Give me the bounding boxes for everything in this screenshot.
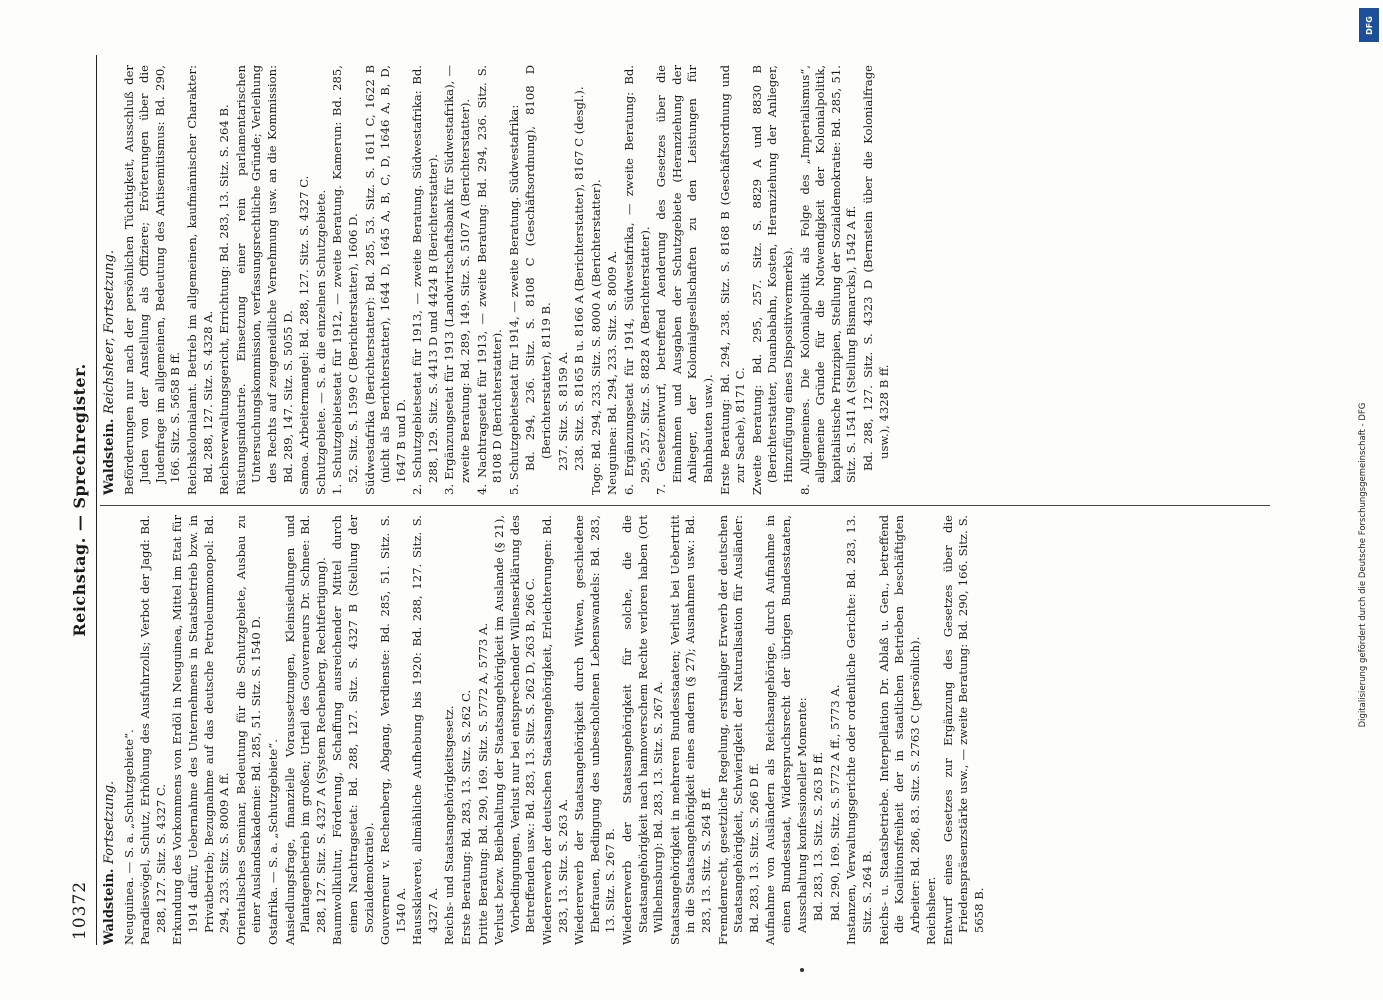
index-entry: 237. Sitz. S. 8159 A. (555, 351, 570, 471)
index-entry: 1. Schutzgebietsetat für 1912, — zweite Beratung. Kamerun: Bd. 285, 52. Sitz. S. 1599 C (Berichterstatter), 1606 D. (330, 65, 360, 495)
heading-name: Waldstein. (102, 868, 117, 945)
index-entry: Bd. 294, 236. Sitz. S. 8108 C (Geschäftsordnung), 8108 D (Berichterstatter), 8119 B. (523, 65, 554, 471)
index-entry: 5. Schutzgebietsetat für 1914, — zweite Beratung. Südwestafrika: (506, 104, 521, 495)
page-number: 10372 (70, 880, 90, 940)
index-entry: Reichsheer. (924, 876, 939, 945)
index-entry: Erste Beratung: Bd. 283, 13. Sitz. S. 262 C. (459, 689, 474, 945)
right-entry-list (122, 65, 893, 495)
index-entry: Neuguinea: Bd. 294, 233. Sitz. S. 8009 A. (605, 250, 620, 495)
index-entry: Reichs- und Staatsangehörigkeitsgesetz. (442, 705, 457, 945)
index-entry: Staatsangehörigkeit in mehreren Bundesstaaten; Verlust bei Uebertritt in die Staatsangehörigkeit eines andern (§ 27); Ausnahmen usw.: Bd. 283, 13. Sitz. S. 264 B ff. (667, 515, 713, 945)
index-entry: Verlust bezw. Beibehaltung der Staatsangehörigkeit im Auslande (§ 21), Vorbedingungen, Verlust nur bei entsprechender Willenserklärung des Betreffenden usw.: Bd. 283, 13. Sitz. S. 262 D, 263 B, 266 C. (492, 515, 538, 945)
column-divider (100, 505, 1270, 506)
index-entry: Wiedererwerb der Staatsangehörigkeit für solche, die die Staatsangehörigkeit nach hannoverschem Rechte verloren haben (Ort Wilhelmsburg): Bd. 283, 13. Sitz. S. 267 A. (620, 515, 666, 945)
index-entry: Fremdenrecht, gesetzliche Regelung, erstmaliger Erwerb der deutschen Staatsangehörigkeit, Schwierigkeit der Naturalisation für Ausländer: Bd. 283, 13. Sitz. S. 266 D ff. (715, 515, 761, 945)
index-entry: Südwestafrika (Berichterstatter): Bd. 285, 53. Sitz. S. 1611 C, 1622 B (nicht als Berichterstatter), 1644 D, 1645 A, B, C, D, 1646 A, B, D, 1647 B und D. (362, 65, 408, 495)
index-entry: Instanzen, Verwaltungsgerichte oder ordentliche Gerichte: Bd. 283, 13. Sitz. S. 264 B. (844, 515, 874, 945)
index-entry: Orientalisches Seminar, Bedeutung für die Schutzgebiete, Ausbau zu einer Auslandsakademie: Bd. 285, 51. Sitz. S. 1540 D. (233, 515, 264, 945)
index-entry: Paradiesvögel, Schutz, Erhöhung des Ausfuhrzolls; Verbot der Jagd: Bd. 288, 127. Sitz. S. 4327 C. (138, 515, 168, 945)
digitization-credit: Digitalisierung gefördert durch die Deutsche Forschungsgemeinschaft - DFG (1358, 402, 1368, 728)
index-entry: Schutzgebiete. — S. a. die einzelnen Schutzgebiete. (313, 189, 328, 495)
index-entry: Reichskolonialamt. Betrieb im allgemeinen, kaufmännischer Charakter: Bd. 288, 127. Sitz. S. 4328 A. (184, 65, 215, 495)
index-entry: Dritte Beratung: Bd. 290, 169. Sitz. S. 5772 A, 5773 A. (475, 622, 490, 945)
index-entry: 238. Sitz. S. 8165 B u. 8166 A (Berichterstatter), 8167 C (desgl.). (572, 86, 587, 471)
index-entry: Bd. 288, 127. Sitz. S. 4323 D (Bernstein über die Kolonialfrage usw.), 4328 B ff. (860, 65, 891, 471)
index-entry: Wiedererwerb der Staatsangehörigkeit durch Witwen, geschiedene Ehefrauen, Bedingung des unbescholtenen Lebenswandels: Bd. 283, 13. Sitz. S. 267 B. (572, 515, 618, 945)
index-entry: Rüstungsindustrie. Einsetzung einer rein parlamentarischen Untersuchungskommission, verfassungsrechtliche Gründe; Verleihung des Rechts auf zeugeneidliche Vernehmung usw. an die Kommission: Bd. 289, 147. Sitz. S. 5055 D. (233, 65, 295, 495)
left-column (100, 515, 989, 945)
page-title: Reichstag. — Sprechregister. (70, 363, 89, 637)
right-column-heading (102, 65, 118, 495)
index-entry: Bd. 283, 13. Sitz. S. 263 B ff. (811, 751, 826, 921)
index-entry: Beförderungen nur nach der persönlichen Tüchtigkeit, Ausschluß der Juden von der Anstellung als Offiziere; Erörterungen über die Judenfrage im allgemeinen, Bedeutung des Antisemitismus: Bd. 290, 166. Sitz. S. 5658 B ff. (121, 65, 183, 495)
index-entry: Baumwollkultur, Förderung, Schaffung ausreichender Mittel durch einen Nachtragsetat: Bd. 288, 127. Sitz. S. 4327 B (Stellung der Sozialdemokratie). (330, 515, 376, 945)
index-entry: Erkundung des Vorkommens von Erdöl in Neuguinea, Mittel im Etat für 1914 dafür, Uebernahme des Unternehmens in Staatsbetrieb bzw. in Privatbetrieb; Bezugnahme auf das deutsche Petroleummonopol: Bd. 294, 233. Sitz. S. 8009 A ff. (170, 515, 232, 945)
right-column (100, 65, 893, 495)
heading-continuation: Fortsetzung. (102, 780, 117, 865)
heading-name: Waldstein. (102, 418, 117, 495)
heading-continuation: Reichsheer, Fortsetzung. (102, 250, 117, 415)
dfg-logo: DFG (1359, 8, 1379, 42)
index-entry: 4. Nachtragsetat für 1913, — zweite Beratung: Bd. 294, 236. Sitz. S. 8108 D (Berichterstatter). (474, 65, 505, 495)
index-entry: Samoa. Arbeitermangel: Bd. 288, 127. Sitz. S. 4327 C. (297, 175, 312, 495)
running-head (70, 60, 96, 940)
index-entry: Neuguinea. — S. a. „Schutzgebiete“. (121, 729, 136, 945)
index-entry: 3. Ergänzungsetat für 1913 (Landwirtschaftsbank für Südwestafrika), — zweite Beratung: Bd. 289, 149. Sitz. S. 5107 A (Berichterstatter). (442, 65, 473, 495)
index-entry: Bd. 290, 169. Sitz. S. 5772 A ff., 5773 A. (827, 684, 842, 921)
left-column-heading (102, 515, 118, 945)
index-entry: 6. Ergänzungsetat für 1914, Südwestafrika, — zweite Beratung: Bd. 295, 257. Sitz. S. 8828 A (Berichterstatter). (622, 65, 652, 495)
index-entry: Gouverneur v. Rechenberg, Abgang, Verdienste: Bd. 285, 51. Sitz. S. 1540 A. (378, 515, 408, 945)
scan-speck (800, 968, 804, 972)
index-entry: Reichsverwaltungsgericht, Errichtung: Bd. 283, 13. Sitz. S. 264 B. (217, 104, 232, 495)
index-entry: Haussklaverei, allmähliche Aufhebung bis 1920: Bd. 288, 127. Sitz. S. 4327 A. (410, 515, 440, 945)
index-entry: Zweite Beratung: Bd. 295, 257. Sitz. S. 8829 A und 8830 B (Berichterstatter, Duanbabahn, Kosten, Heranziehung der Anlieger, Hinzufügung eines Dispositivvermerks). (749, 65, 795, 495)
header-rule (96, 55, 97, 945)
index-entry: 2. Schutzgebietsetat für 1913, — zweite Beratung. Südwestafrika: Bd. 288, 129. Sitz. S. 4413 D und 4424 B (Berichterstatter). (410, 65, 440, 495)
index-entry: Reichs- u. Staatsbetriebe. Interpellation Dr. Ablaß u. Gen., betreffend die Koalitionsfreiheit der in staatlichen Betrieben beschäftigten Arbeiter: Bd. 286, 83. Sitz. S. 2763 C (persönlich). (876, 515, 922, 945)
index-entry: 7. Gesetzentwurf, betreffend Aenderung des Gesetzes über die Einnahmen und Ausgaben der Schutzgebiete (Heranziehung der Anlieger, der Kolonialgesellschaften zu den Leistungen für Bahnbauten usw.). (654, 65, 715, 495)
index-entry: Ansiedlungsfrage, finanzielle Voraussetzungen, Kleinsiedlungen und Plantagenbetrieb im großen; Urteil des Gouverneurs Dr. Schnee: Bd. 288, 127. Sitz. S. 4327 A (System Rechenberg, Rechtfertigung). (282, 515, 328, 945)
index-entry: Wiedererwerb der deutschen Staatsangehörigkeit, Erleichterungen: Bd. 283, 13. Sitz. S. 263 A. (540, 515, 570, 945)
index-entry: Ostafrika. — S. a. „Schutzgebiete“. (265, 739, 280, 945)
index-entry: Togo: Bd. 294, 233. Sitz. S. 8000 A (Berichterstatter). (588, 179, 603, 495)
index-entry: Erste Beratung: Bd. 294, 238. Sitz. S. 8168 B (Geschäftsordnung und zur Sache), 8171 C. (717, 65, 748, 495)
digitization-strip (1355, 0, 1383, 1000)
index-entry: 8. Allgemeines. Die Kolonialpolitik als Folge des „Imperialismus“, allgemeine Gründe für die Notwendigkeit der Kolonialpolitik, kapitalistische Prinzipien, Stellung der Sozialdemokratie: Bd. 285, 51. Sitz. S. 1541 A (Stellung Bismarcks), 1542 A ff. (797, 65, 859, 495)
index-entry: Aufnahme von Ausländern als Reichsangehörige, durch Aufnahme in einen Bundesstaat, Widerspruchsrecht der übrigen Bundesstaaten, Ausschaltung konfessioneller Momente: (763, 515, 809, 945)
left-entry-list (122, 515, 988, 945)
index-entry: Entwurf eines Gesetzes zur Ergänzung des Gesetzes über die Friedenspräsenzstärke usw., — zweite Beratung: Bd. 290, 166. Sitz. S. 5658 B. (940, 515, 987, 945)
